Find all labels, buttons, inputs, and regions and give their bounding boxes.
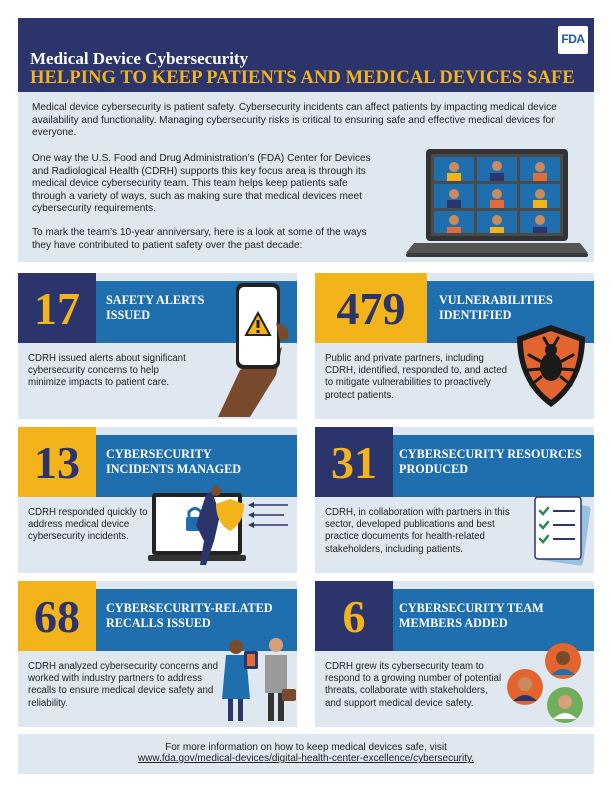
fda-logo xyxy=(558,26,588,54)
stat-description: Public and private partners, including CDRH, identified, responded to, and acted to mitigate vulnerabilities to proactively protect patients. xyxy=(325,353,508,401)
stat-card-resources xyxy=(315,427,594,573)
stat-number: 6 xyxy=(315,581,393,651)
intro-paragraph-3: To mark the team’s 10-year anniversary, here is a look at some of the ways they have contributed to patient safety over the past decade: xyxy=(32,227,367,251)
stat-number: 68 xyxy=(18,581,96,651)
intro-paragraph-1: Medical device cybersecurity is patient safety. Cybersecurity incidents can affect patients by impacting medical device availability and functionality. Managing cybersecurity risks is critical to ensuring safe and effective medical devices for everyone. xyxy=(32,102,557,139)
stat-description: CDRH grew its cybersecurity team to respond to a growing number of potential threats, collaborate with stakeholders, and support medical device safety. xyxy=(325,661,502,709)
footer-text: For more information on how to keep medical devices safe, visit xyxy=(165,742,447,753)
intro-section xyxy=(18,92,594,262)
fda-logo-text: FDA xyxy=(561,32,585,46)
stat-description: CDRH, in collaboration with partners in this sector, developed publications and best practice documents for health-related stakeholders, including patients. xyxy=(325,507,510,555)
page-title: HELPING TO KEEP PATIENTS AND MEDICAL DEVICES SAFE xyxy=(30,68,575,88)
phone-warning-icon xyxy=(210,275,296,417)
infographic xyxy=(18,18,594,776)
stat-number: 31 xyxy=(315,427,393,497)
stat-description: CDRH issued alerts about significant cybersecurity concerns to help minimize impacts to patient care. xyxy=(28,353,186,389)
footer xyxy=(18,734,594,774)
stat-number: 13 xyxy=(18,427,96,497)
stat-card-incidents xyxy=(18,427,297,573)
stat-title: SAFETY ALERTS ISSUED xyxy=(106,293,205,322)
stat-description: CDRH responded quickly to address medical device cybersecurity incidents. xyxy=(28,507,148,543)
stat-card-team-members xyxy=(315,581,594,727)
team-avatars-icon xyxy=(505,641,593,725)
stat-number: 479 xyxy=(315,273,427,343)
header-banner xyxy=(18,18,594,92)
stat-title: CYBERSECURITY RESOURCES PRODUCED xyxy=(399,447,582,476)
stat-description: CDRH analyzed cybersecurity concerns and worked with industry partners to address recalls to ensure medical device safety and reliability. xyxy=(28,661,219,709)
stat-title: VULNERABILITIES IDENTIFIED xyxy=(439,293,553,322)
intro-paragraph-2: One way the U.S. Food and Drug Administration’s (FDA) Center for Devices and Radiological Health (CDRH) supports this key focus area is through its medical device cybersecurity team. This team helps keep patients safe through a variety of ways, such as making sure that medical devices meet cybersecurity requirements. xyxy=(32,153,371,215)
stat-title: CYBERSECURITY-RELATED RECALLS ISSUED xyxy=(106,601,273,630)
defender-laptop-icon xyxy=(148,485,296,571)
footer-link[interactable]: www.fda.gov/medical-devices/digital-health-center-excellence/cybersecurity. xyxy=(137,753,475,764)
video-call-laptop-icon xyxy=(404,147,590,259)
stat-card-safety-alerts xyxy=(18,273,297,419)
stat-title: CYBERSECURITY INCIDENTS MANAGED xyxy=(106,447,242,476)
checklist-documents-icon xyxy=(527,493,591,569)
shield-bug-icon xyxy=(511,321,591,411)
stat-title: CYBERSECURITY TEAM MEMBERS ADDED xyxy=(399,601,544,630)
partners-meeting-icon xyxy=(218,633,298,725)
subtitle: Medical Device Cybersecurity xyxy=(30,49,249,68)
stat-number: 17 xyxy=(18,273,96,343)
stat-card-vulnerabilities xyxy=(315,273,594,419)
stat-card-recalls xyxy=(18,581,297,727)
